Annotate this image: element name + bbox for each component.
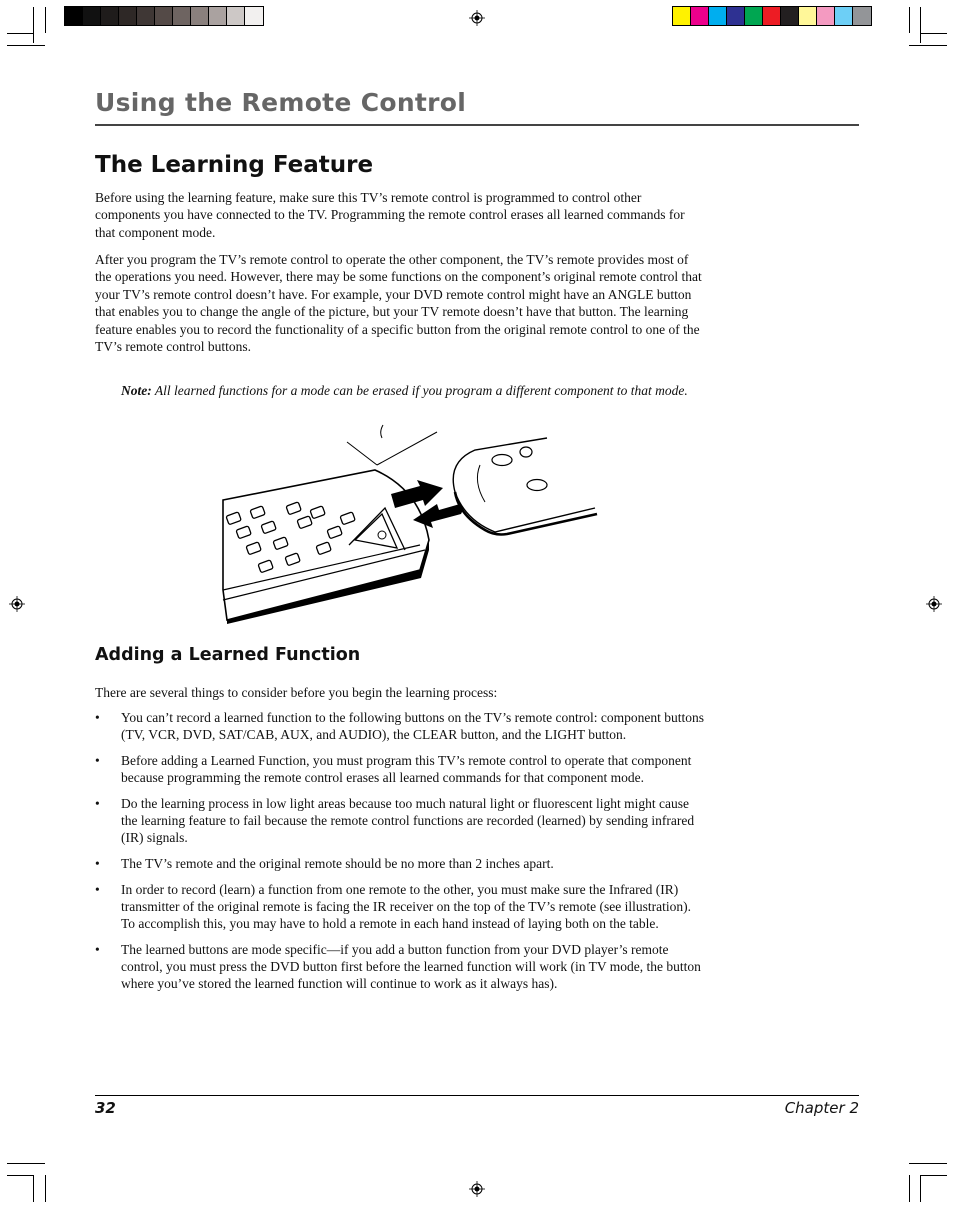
bullet-symbol: • [95, 752, 100, 768]
crop-mark [7, 1163, 45, 1164]
crop-mark [920, 7, 921, 43]
adding-heading: Adding a Learned Function [95, 645, 361, 665]
crop-mark [33, 1175, 34, 1202]
list-item [95, 752, 705, 786]
section-header: Using the Remote Control [95, 88, 467, 117]
crop-mark [909, 45, 947, 46]
registration-mark-icon [469, 10, 485, 26]
crop-mark [33, 7, 34, 43]
bullet-symbol: • [95, 855, 100, 871]
list-item-text: Before adding a Learned Function, you must program this TV’s remote control to operate that component because programming the remote control erases all learned commands for that component mode. [121, 752, 692, 786]
crop-mark [45, 7, 46, 33]
list-item [95, 795, 705, 847]
crop-mark [7, 45, 45, 46]
header-rule [95, 124, 859, 126]
chapter-label: Chapter 2 [784, 1099, 859, 1117]
color-swatch [155, 7, 173, 25]
adding-intro: There are several things to consider before you begin the learning process: [95, 685, 498, 700]
intro-paragraph: Before using the learning feature, make sure this TV’s remote control is programmed to control other components you have connected to the TV. Programming the remote control erases all learned commands for that component mode. [95, 190, 685, 240]
note-text: All learned functions for a mode can be erased if you program a different component to that mode. [151, 383, 688, 398]
page-title: The Learning Feature [95, 152, 374, 178]
crop-mark [909, 1175, 910, 1202]
list-item [95, 881, 705, 933]
list-item [95, 709, 705, 743]
color-swatch [119, 7, 137, 25]
list-item [95, 941, 705, 993]
original-remote-icon [453, 438, 597, 535]
page-number: 32 [95, 1099, 116, 1117]
crop-mark [45, 1175, 46, 1202]
bullet-symbol: • [95, 795, 100, 811]
crop-mark [7, 1175, 34, 1176]
color-calibration-bar [672, 6, 872, 26]
color-swatch [745, 7, 763, 25]
crop-mark [920, 1175, 921, 1202]
color-swatch [799, 7, 817, 25]
color-swatch [817, 7, 835, 25]
color-swatch [709, 7, 727, 25]
color-swatch [173, 7, 191, 25]
color-swatch [137, 7, 155, 25]
color-swatch [191, 7, 209, 25]
color-swatch [227, 7, 245, 25]
bullet-symbol: • [95, 710, 100, 725]
crop-mark [909, 1163, 947, 1164]
color-swatch [209, 7, 227, 25]
color-swatch [65, 7, 83, 25]
note [121, 382, 691, 399]
list-item-text: You can’t record a learned function to the following buttons on the TV’s remote control: component buttons (TV, VCR, DVD, SAT/CAB, AUX, and AUDIO), the CLEAR button, and the LIGHT button. [121, 710, 705, 743]
registration-mark-icon [469, 1181, 485, 1197]
crop-mark [920, 33, 947, 34]
list-item-text: The TV’s remote and the original remote should be no more than 2 inches apart. [121, 855, 554, 871]
list-item-text: The learned buttons are mode specific—if you add a button function from your DVD player’s remote control, you must press the DVD button first before the learned function will work (in TV mode, the button where you’ve stored the learned function will continue to work as it always has). [121, 941, 701, 992]
registration-mark-icon [926, 596, 942, 612]
second-paragraph: After you program the TV’s remote control to operate the other component, the TV’s remote provides most of the operations you need. However, there may be some functions on the component’s original remote control that your TV’s remote control doesn’t have. For example, your DVD remote control might have an ANGLE button that enables you to change the angle of the picture, but your TV remote doesn’t have that button. The learning feature enables you to record the functionality of a specific button from the original remote control to one of the TV’s remote control buttons. [95, 252, 702, 355]
color-swatch [673, 7, 691, 25]
crop-mark [920, 1175, 947, 1176]
color-swatch [691, 7, 709, 25]
bullet-symbol: • [95, 941, 100, 957]
list-item [95, 855, 705, 872]
registration-mark-icon [9, 596, 25, 612]
list-item-text: In order to record (learn) a function from one remote to the other, you must make sure the Infrared (IR) transmitter of the original remote is facing the IR receiver on the top of the TV’s remote (see illustration). To accomplish this, you may have to hold a remote in each hand instead of laying both on the table. [121, 881, 691, 932]
list-item-text: Do the learning process in low light areas because too much natural light or fluorescent light might cause the learning feature to fail because the remote control functions are recorded (learned) by sending infrared (IR) signals. [121, 795, 695, 846]
color-swatch [853, 7, 871, 25]
color-swatch [781, 7, 799, 25]
color-swatch [763, 7, 781, 25]
remote-learning-illustration [215, 420, 605, 625]
color-swatch [727, 7, 745, 25]
color-swatch [83, 7, 101, 25]
color-swatch [835, 7, 853, 25]
considerations-list [95, 709, 705, 1001]
note-label: Note: [121, 383, 152, 398]
color-swatch [101, 7, 119, 25]
crop-mark [909, 7, 910, 33]
grayscale-calibration-bar [64, 6, 264, 26]
bullet-symbol: • [95, 881, 100, 897]
color-swatch [245, 7, 263, 25]
crop-mark [7, 33, 34, 34]
footer-rule [95, 1095, 859, 1096]
